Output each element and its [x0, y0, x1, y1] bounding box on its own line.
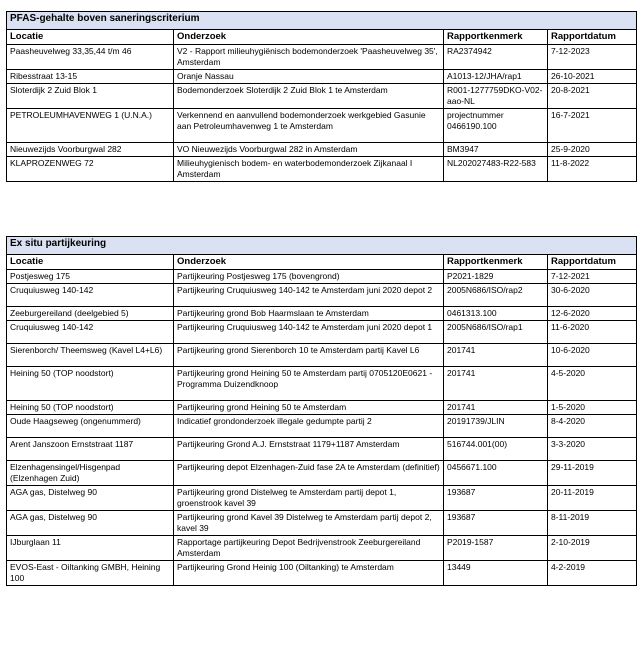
cell-rapportdatum: 1-5-2020 [548, 401, 637, 415]
column-header-locatie: Locatie [7, 255, 174, 270]
cell-onderzoek: Partijkeuring grond Distelweg te Amsterdam partij depot 1, groenstrook kavel 39 [174, 486, 444, 511]
cell-onderzoek: Partijkeuring Grond A.J. Ernststraat 1179+1187 Amsterdam [174, 438, 444, 461]
table-row [7, 367, 637, 401]
cell-rapportkenmerk: BM3947 [444, 143, 548, 157]
table-row [7, 401, 637, 415]
cell-locatie: Cruquiusweg 140-142 [7, 284, 174, 307]
cell-locatie: AGA gas, Distelweg 90 [7, 486, 174, 511]
cell-locatie: Zeeburgereiland (deelgebied 5) [7, 307, 174, 321]
cell-rapportkenmerk: R001-1277759DKO-V02-aao-NL [444, 84, 548, 109]
column-header-onderzoek: Onderzoek [174, 255, 444, 270]
cell-rapportkenmerk: 20191739/JLIN [444, 415, 548, 438]
cell-rapportkenmerk: 0461313.100 [444, 307, 548, 321]
table-row [7, 307, 637, 321]
cell-locatie: KLAPROZENWEG 72 [7, 157, 174, 182]
cell-rapportkenmerk: 516744.001(00) [444, 438, 548, 461]
cell-locatie: Sierenborch/ Theemsweg (Kavel L4+L6) [7, 344, 174, 367]
cell-rapportkenmerk: 193687 [444, 511, 548, 536]
column-header-rapportdatum: Rapportdatum [548, 30, 637, 45]
cell-rapportkenmerk: 2005N686/ISO/rap2 [444, 284, 548, 307]
partijkeuring-table [6, 236, 637, 586]
cell-rapportkenmerk: 201741 [444, 401, 548, 415]
table-row [7, 461, 637, 486]
cell-onderzoek: Oranje Nassau [174, 70, 444, 84]
table-row [7, 84, 637, 109]
cell-onderzoek: V2 - Rapport milieuhygiënisch bodemonderzoek 'Paasheuvelweg 35', Amsterdam [174, 45, 444, 70]
cell-rapportkenmerk: P2021-1829 [444, 270, 548, 284]
cell-rapportdatum: 26-10-2021 [548, 70, 637, 84]
table-row [7, 486, 637, 511]
cell-rapportdatum: 7-12-2021 [548, 270, 637, 284]
cell-locatie: IJburglaan 11 [7, 536, 174, 561]
cell-locatie: Paasheuvelweg 33,35,44 t/m 46 [7, 45, 174, 70]
cell-rapportdatum: 16-7-2021 [548, 109, 637, 143]
cell-rapportdatum: 11-6-2020 [548, 321, 637, 344]
cell-rapportdatum: 4-2-2019 [548, 561, 637, 586]
cell-rapportdatum: 25-9-2020 [548, 143, 637, 157]
table-row [7, 344, 637, 367]
cell-locatie: Sloterdijk 2 Zuid Blok 1 [7, 84, 174, 109]
table-row [7, 45, 637, 70]
cell-onderzoek: Partijkeuring grond Heining 50 te Amsterdam partij 0705120E0621 - Programma Duizendknoop [174, 367, 444, 401]
cell-locatie: Oude Haagseweg (ongenummerd) [7, 415, 174, 438]
cell-rapportkenmerk: 2005N686/ISO/rap1 [444, 321, 548, 344]
cell-onderzoek: VO Nieuwezijds Voorburgwal 282 in Amsterdam [174, 143, 444, 157]
cell-rapportdatum: 2-10-2019 [548, 536, 637, 561]
cell-onderzoek: Partijkeuring Postjesweg 175 (bovengrond) [174, 270, 444, 284]
cell-onderzoek: Rapportage partijkeuring Depot Bedrijvenstrook Zeeburgereiland Amsterdam [174, 536, 444, 561]
cell-rapportdatum: 3-3-2020 [548, 438, 637, 461]
cell-rapportdatum: 7-12-2023 [548, 45, 637, 70]
cell-onderzoek: Verkennend en aanvullend bodemonderzoek werkgebied Gasunie aan Petroleumhavenweg 1 te Amsterdam [174, 109, 444, 143]
cell-rapportkenmerk: NL202027483-R22-583 [444, 157, 548, 182]
cell-rapportdatum: 30-6-2020 [548, 284, 637, 307]
table-title: PFAS-gehalte boven saneringscriterium [7, 12, 637, 30]
cell-locatie: Ribesstraat 13-15 [7, 70, 174, 84]
table-row [7, 109, 637, 143]
cell-locatie: Heining 50 (TOP noodstort) [7, 401, 174, 415]
cell-locatie: Cruquiusweg 140-142 [7, 321, 174, 344]
cell-rapportdatum: 8-11-2019 [548, 511, 637, 536]
cell-rapportkenmerk: 193687 [444, 486, 548, 511]
cell-rapportkenmerk: 201741 [444, 367, 548, 401]
cell-rapportkenmerk: RA2374942 [444, 45, 548, 70]
cell-onderzoek: Partijkeuring grond Heining 50 te Amsterdam [174, 401, 444, 415]
cell-rapportdatum: 20-8-2021 [548, 84, 637, 109]
table-row [7, 270, 637, 284]
cell-rapportkenmerk: P2019-1587 [444, 536, 548, 561]
cell-rapportkenmerk: 13449 [444, 561, 548, 586]
cell-onderzoek: Partijkeuring grond Kavel 39 Distelweg te Amsterdam partij depot 2, kavel 39 [174, 511, 444, 536]
cell-locatie: Heining 50 (TOP noodstort) [7, 367, 174, 401]
cell-rapportdatum: 20-11-2019 [548, 486, 637, 511]
column-header-rapportkenmerk: Rapportkenmerk [444, 255, 548, 270]
cell-onderzoek: Partijkeuring Grond Heinig 100 (Oiltanking) te Amsterdam [174, 561, 444, 586]
cell-onderzoek: Indicatief grondonderzoek illegale gedumpte partij 2 [174, 415, 444, 438]
cell-rapportkenmerk: A1013-12/JHA/rap1 [444, 70, 548, 84]
cell-onderzoek: Partijkeuring depot Elzenhagen-Zuid fase 2A te Amsterdam (definitief) [174, 461, 444, 486]
table-row [7, 70, 637, 84]
table-row [7, 143, 637, 157]
table-row [7, 415, 637, 438]
cell-onderzoek: Bodemonderzoek Sloterdijk 2 Zuid Blok 1 te Amsterdam [174, 84, 444, 109]
table-row [7, 321, 637, 344]
table-row [7, 157, 637, 182]
cell-onderzoek: Partijkeuring Cruquiusweg 140-142 te Amsterdam juni 2020 depot 1 [174, 321, 444, 344]
cell-rapportdatum: 4-5-2020 [548, 367, 637, 401]
cell-locatie: Arent Janszoon Ernststraat 1187 [7, 438, 174, 461]
cell-rapportkenmerk: 0456671.100 [444, 461, 548, 486]
cell-onderzoek: Partijkeuring grond Sierenborch 10 te Amsterdam partij Kavel L6 [174, 344, 444, 367]
table-row [7, 438, 637, 461]
column-header-locatie: Locatie [7, 30, 174, 45]
cell-locatie: AGA gas, Distelweg 90 [7, 511, 174, 536]
table-row [7, 536, 637, 561]
pfas-table [6, 11, 637, 182]
cell-locatie: PETROLEUMHAVENWEG 1 (U.N.A.) [7, 109, 174, 143]
cell-onderzoek: Partijkeuring grond Bob Haarmslaan te Amsterdam [174, 307, 444, 321]
cell-rapportdatum: 12-6-2020 [548, 307, 637, 321]
table-row [7, 561, 637, 586]
table-row [7, 511, 637, 536]
cell-locatie: Nieuwezijds Voorburgwal 282 [7, 143, 174, 157]
cell-locatie: Postjesweg 175 [7, 270, 174, 284]
cell-rapportdatum: 8-4-2020 [548, 415, 637, 438]
table-row [7, 284, 637, 307]
cell-rapportdatum: 10-6-2020 [548, 344, 637, 367]
table-title: Ex situ partijkeuring [7, 237, 637, 255]
cell-locatie: EVOS-East - Oiltanking GMBH, Heining 100 [7, 561, 174, 586]
column-header-onderzoek: Onderzoek [174, 30, 444, 45]
cell-rapportdatum: 29-11-2019 [548, 461, 637, 486]
cell-rapportkenmerk: 201741 [444, 344, 548, 367]
cell-onderzoek: Partijkeuring Cruquiusweg 140-142 te Amsterdam juni 2020 depot 2 [174, 284, 444, 307]
cell-rapportkenmerk: projectnummer 0466190.100 [444, 109, 548, 143]
cell-rapportdatum: 11-8-2022 [548, 157, 637, 182]
cell-onderzoek: Milieuhygienisch bodem- en waterbodemonderzoek Zijkanaal I Amsterdam [174, 157, 444, 182]
cell-locatie: Elzenhagensingel/Hisgenpad (Elzenhagen Zuid) [7, 461, 174, 486]
column-header-rapportkenmerk: Rapportkenmerk [444, 30, 548, 45]
column-header-rapportdatum: Rapportdatum [548, 255, 637, 270]
